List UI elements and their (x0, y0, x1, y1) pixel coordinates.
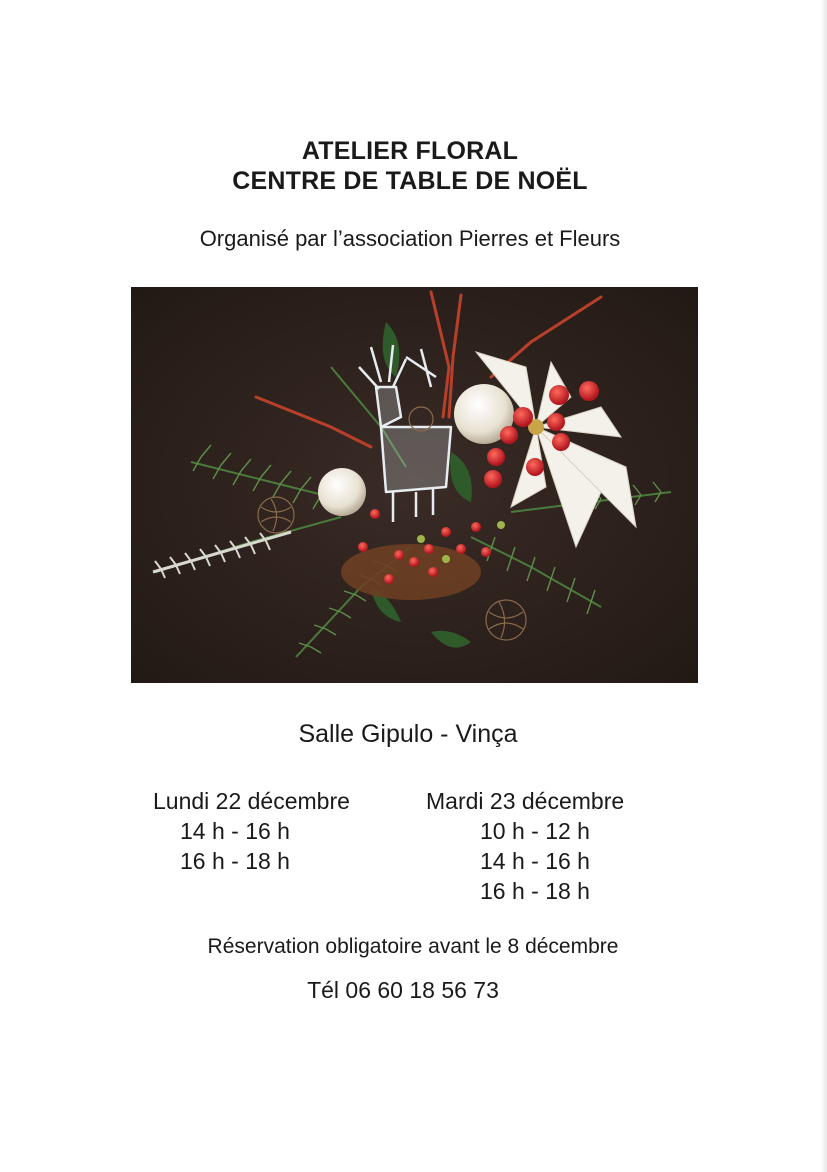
time-slot: 14 h - 16 h (480, 848, 590, 874)
schedule-day-monday (153, 786, 393, 876)
centerpiece-photo (131, 287, 698, 683)
schedule-day-tuesday (426, 786, 666, 906)
time-slot: 10 h - 12 h (480, 818, 590, 844)
time-slot: 14 h - 16 h (180, 818, 290, 844)
reservation-notice: Réservation obligatoire avant le 8 décembre (207, 935, 619, 958)
day-label: Mardi 23 décembre (426, 788, 625, 814)
page-edge (821, 0, 827, 1172)
title-line-2: CENTRE DE TABLE DE NOËL (232, 167, 588, 195)
title-line-1: ATELIER FLORAL (301, 137, 519, 165)
ornament-ball (318, 468, 366, 516)
phone-number: Tél 06 60 18 56 73 (307, 977, 499, 1003)
time-slot: 16 h - 18 h (480, 878, 590, 904)
organizer-line: Organisé par l’association Pierres et Fleurs (199, 226, 621, 251)
venue: Salle Gipulo - Vinça (298, 720, 518, 748)
time-slot: 16 h - 18 h (180, 848, 290, 874)
day-label: Lundi 22 décembre (153, 788, 350, 814)
